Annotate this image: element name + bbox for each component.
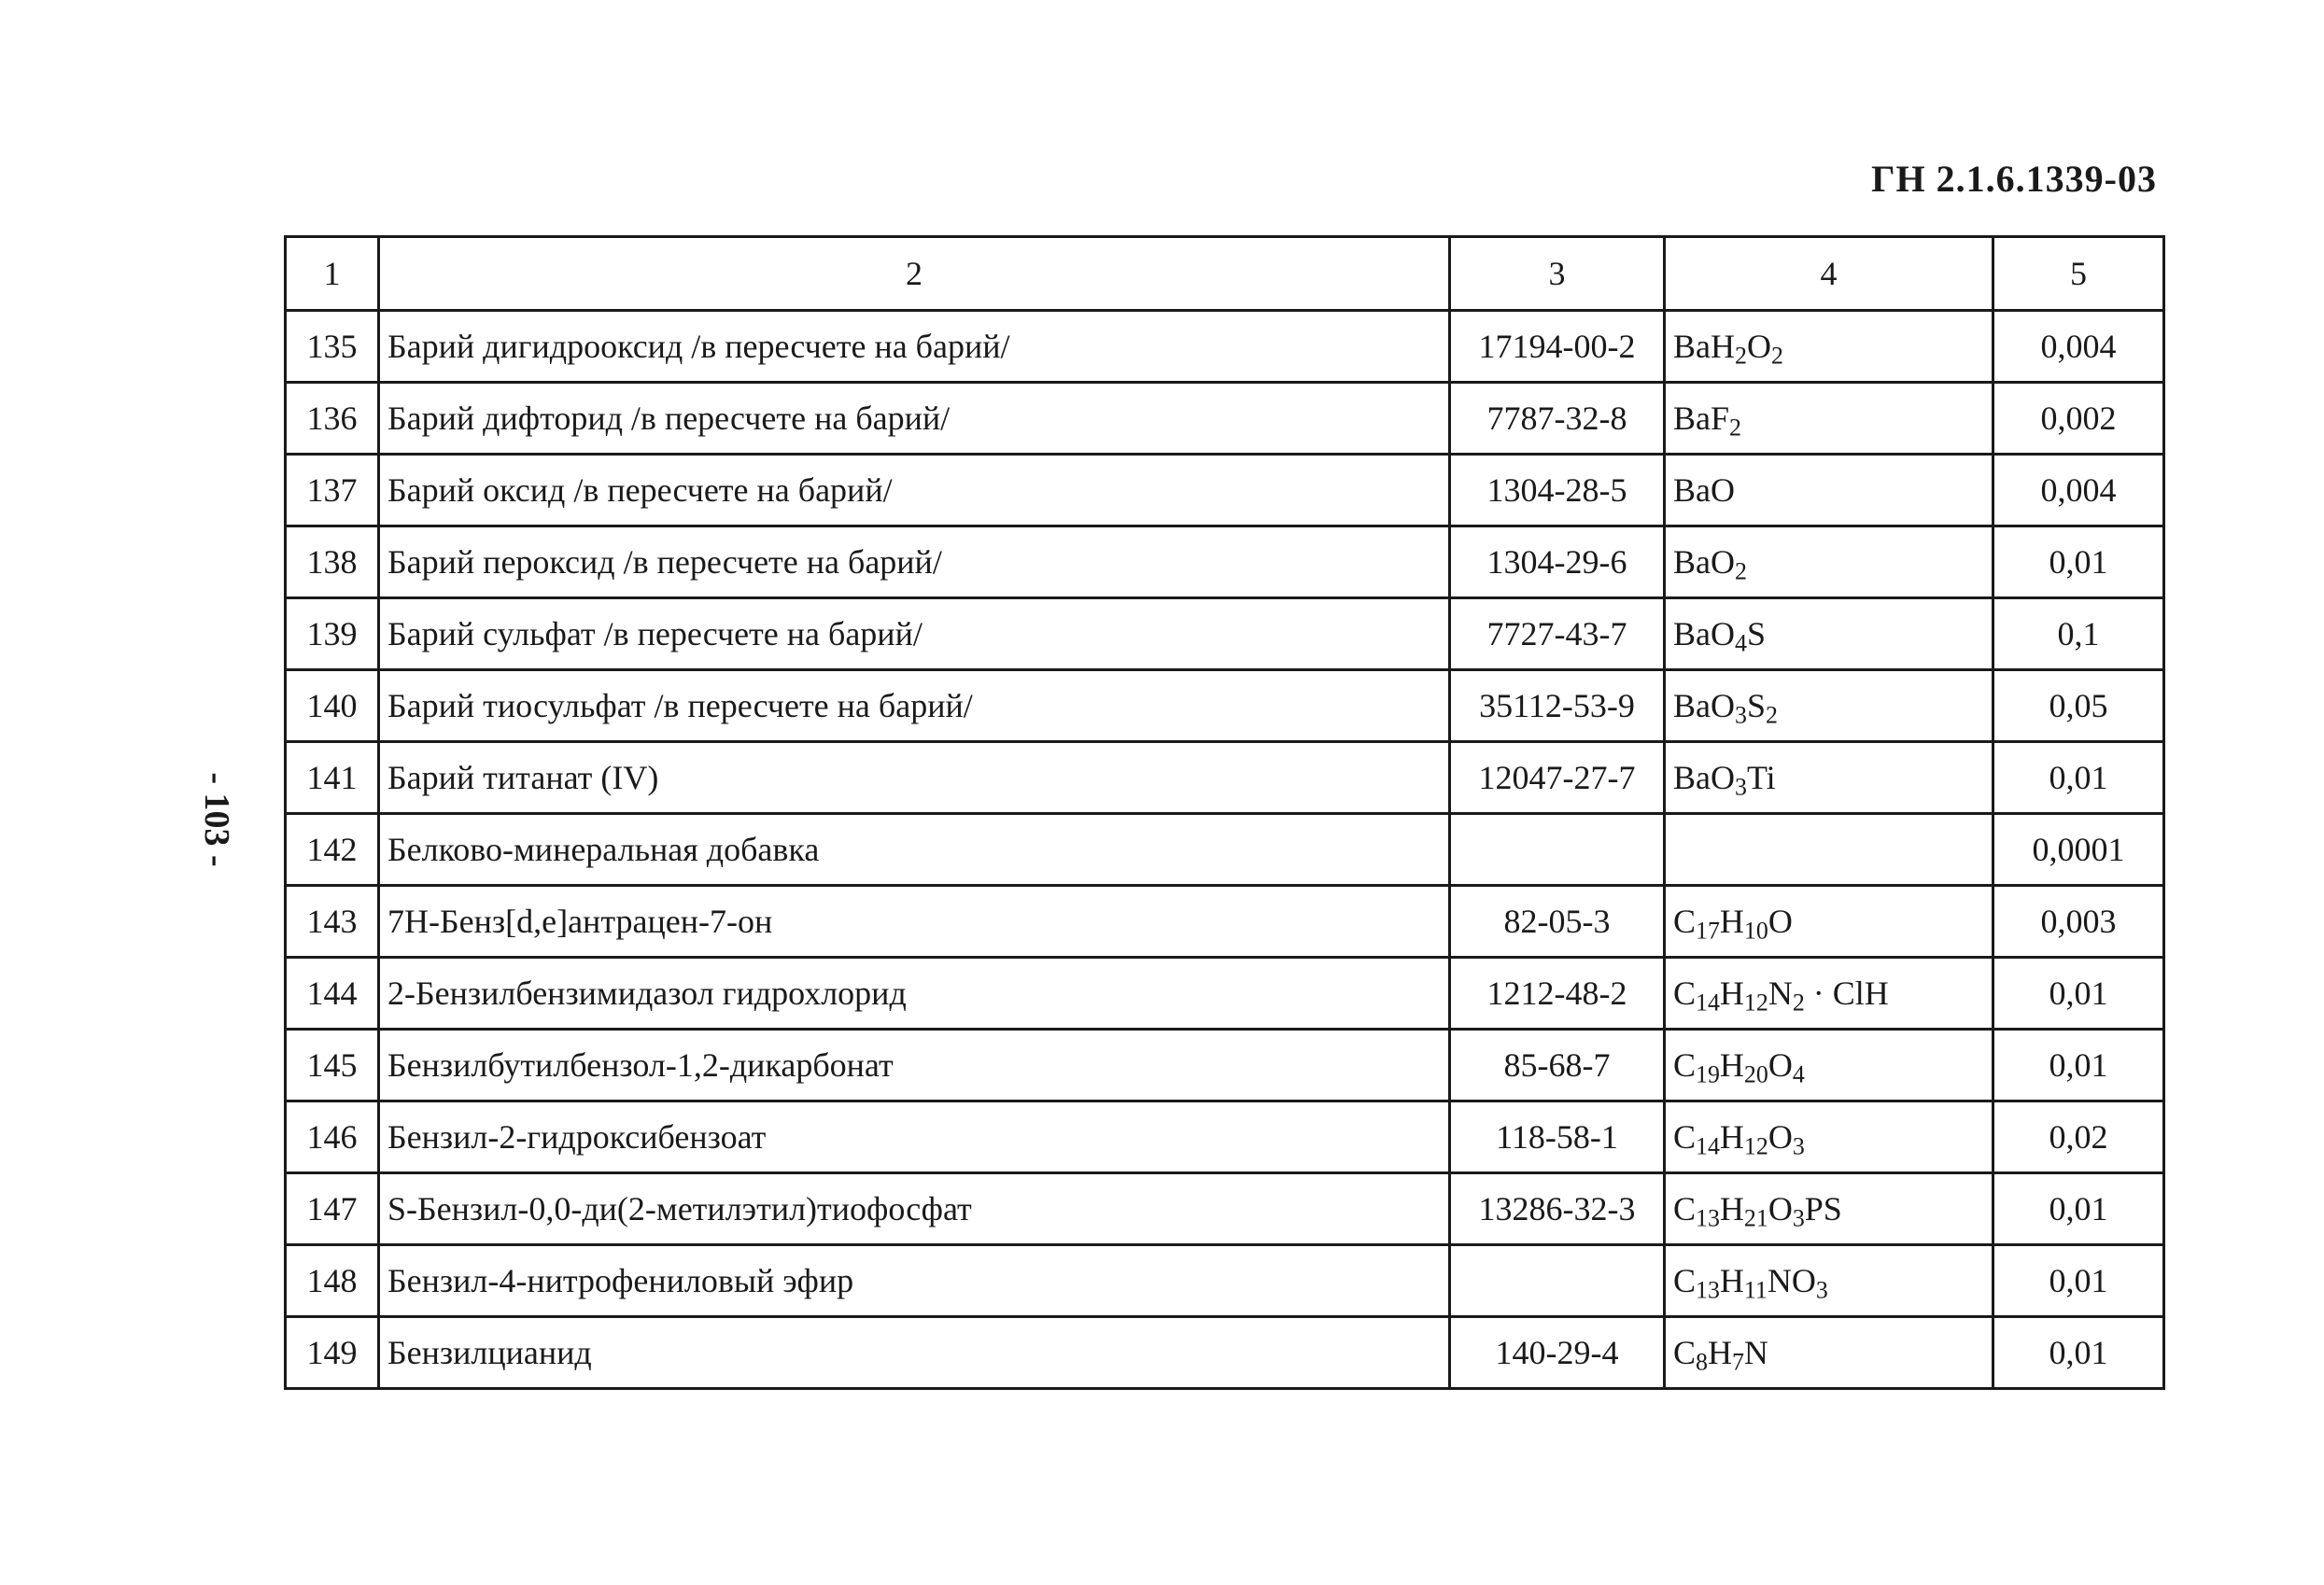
substance-name-cell: Белково-минеральная добавка [379,814,1450,886]
cas-number-cell: 7787-32-8 [1450,383,1665,455]
document-code: ГН 2.1.6.1339-03 [1871,158,2157,200]
substance-name-cell: 2-Бензилбензимидазол гидрохлорид [379,958,1450,1030]
row-number-cell: 147 [286,1173,379,1245]
cas-number-cell: 1304-28-5 [1450,455,1665,526]
limit-value-cell: 0,0001 [1993,814,2164,886]
substance-name-cell: Бензил-2-гидроксибензоат [379,1101,1450,1173]
formula-cell: $C_{17}H_{10}O$ [1665,886,1993,958]
column-header-4: 4 [1665,237,1993,311]
table-body [286,311,2164,1389]
cas-number-cell: 1212-48-2 [1450,958,1665,1030]
cas-number-cell: 1304-29-6 [1450,526,1665,598]
page-number: - 103 - [197,772,236,867]
formula-cell [1665,814,1993,886]
table-row [286,742,2164,814]
row-number-cell: 145 [286,1030,379,1101]
row-number-cell: 136 [286,383,379,455]
cas-number-cell: 12047-27-7 [1450,742,1665,814]
limit-value-cell: 0,01 [1993,742,2164,814]
limit-value-cell: 0,01 [1993,1173,2164,1245]
substance-name-cell: Барий дифторид /в пересчете на барий/ [379,383,1450,455]
formula-cell: $C_{19}H_{20}O_4$ [1665,1030,1993,1101]
substance-name-cell: Барий сульфат /в пересчете на барий/ [379,598,1450,670]
substance-name-cell: Барий дигидрооксид /в пересчете на барий/ [379,311,1450,383]
limit-value-cell: 0,02 [1993,1101,2164,1173]
formula-cell: BaO$_4$S [1665,598,1993,670]
formula-cell: BaO [1665,455,1993,526]
row-number-cell: 144 [286,958,379,1030]
cas-number-cell: 7727-43-7 [1450,598,1665,670]
substance-name-cell: Бензилцианид [379,1317,1450,1389]
substance-name-cell: Барий титанат (IV) [379,742,1450,814]
row-number-cell: 141 [286,742,379,814]
substances-table [284,235,2165,1390]
cas-number-cell: 140-29-4 [1450,1317,1665,1389]
table-row [286,1030,2164,1101]
row-number-cell: 137 [286,455,379,526]
cas-number-cell: 13286-32-3 [1450,1173,1665,1245]
formula-cell: $BaH_2O_2$ [1665,311,1993,383]
limit-value-cell: 0,01 [1993,1030,2164,1101]
formula-cell: $C_{13}H_{21}O_3PS$ [1665,1173,1993,1245]
formula-cell: BaF$_2$ [1665,383,1993,455]
column-header-5: 5 [1993,237,2164,311]
table-row [286,1317,2164,1389]
row-number-cell: 135 [286,311,379,383]
formula-cell: $C_{14}H_{12}O_3$ [1665,1101,1993,1173]
substance-name-cell: Бензил-4-нитрофениловый эфир [379,1245,1450,1317]
cas-number-cell: 85-68-7 [1450,1030,1665,1101]
row-number-cell: 140 [286,670,379,742]
cas-number-cell: 118-58-1 [1450,1101,1665,1173]
row-number-cell: 139 [286,598,379,670]
column-header-2: 2 [379,237,1450,311]
limit-value-cell: 0,003 [1993,886,2164,958]
table-row [286,1173,2164,1245]
limit-value-cell: 0,01 [1993,1317,2164,1389]
limit-value-cell: 0,002 [1993,383,2164,455]
formula-cell: $C_{14}H_{12}N_2$ · ClH [1665,958,1993,1030]
substance-name-cell: S-Бензил-0,0-ди(2-метилэтил)тиофосфат [379,1173,1450,1245]
formula-cell: BaO$_2$ [1665,526,1993,598]
cas-number-cell: 82-05-3 [1450,886,1665,958]
column-header-1: 1 [286,237,379,311]
limit-value-cell: 0,1 [1993,598,2164,670]
table-row [286,598,2164,670]
substance-name-cell: Бензилбутилбензол-1,2-дикарбонат [379,1030,1450,1101]
formula-cell: BaO$_3$Ti [1665,742,1993,814]
table-row [286,814,2164,886]
header-row [286,237,2164,311]
limit-value-cell: 0,01 [1993,526,2164,598]
table-row [286,1245,2164,1317]
table-row [286,383,2164,455]
formula-cell: $BaO_3S_2$ [1665,670,1993,742]
limit-value-cell: 0,05 [1993,670,2164,742]
table-row [286,455,2164,526]
substance-name-cell: Барий пероксид /в пересчете на барий/ [379,526,1450,598]
formula-cell: $C_{13}H_{11}NO_3$ [1665,1245,1993,1317]
cas-number-cell: 17194-00-2 [1450,311,1665,383]
substance-name-cell: 7H-Бенз[d,e]антрацен-7-он [379,886,1450,958]
limit-value-cell: 0,01 [1993,958,2164,1030]
column-header-3: 3 [1450,237,1665,311]
table-row [286,886,2164,958]
cas-number-cell: 35112-53-9 [1450,670,1665,742]
row-number-cell: 146 [286,1101,379,1173]
cas-number-cell [1450,814,1665,886]
row-number-cell: 143 [286,886,379,958]
substance-name-cell: Барий оксид /в пересчете на барий/ [379,455,1450,526]
formula-cell: $C_8H_7N$ [1665,1317,1993,1389]
row-number-cell: 149 [286,1317,379,1389]
table-row [286,1101,2164,1173]
row-number-cell: 138 [286,526,379,598]
row-number-cell: 148 [286,1245,379,1317]
limit-value-cell: 0,01 [1993,1245,2164,1317]
limit-value-cell: 0,004 [1993,311,2164,383]
cas-number-cell [1450,1245,1665,1317]
row-number-cell: 142 [286,814,379,886]
table-row [286,958,2164,1030]
substance-name-cell: Барий тиосульфат /в пересчете на барий/ [379,670,1450,742]
table-row [286,670,2164,742]
table-row [286,311,2164,383]
table-row [286,526,2164,598]
limit-value-cell: 0,004 [1993,455,2164,526]
